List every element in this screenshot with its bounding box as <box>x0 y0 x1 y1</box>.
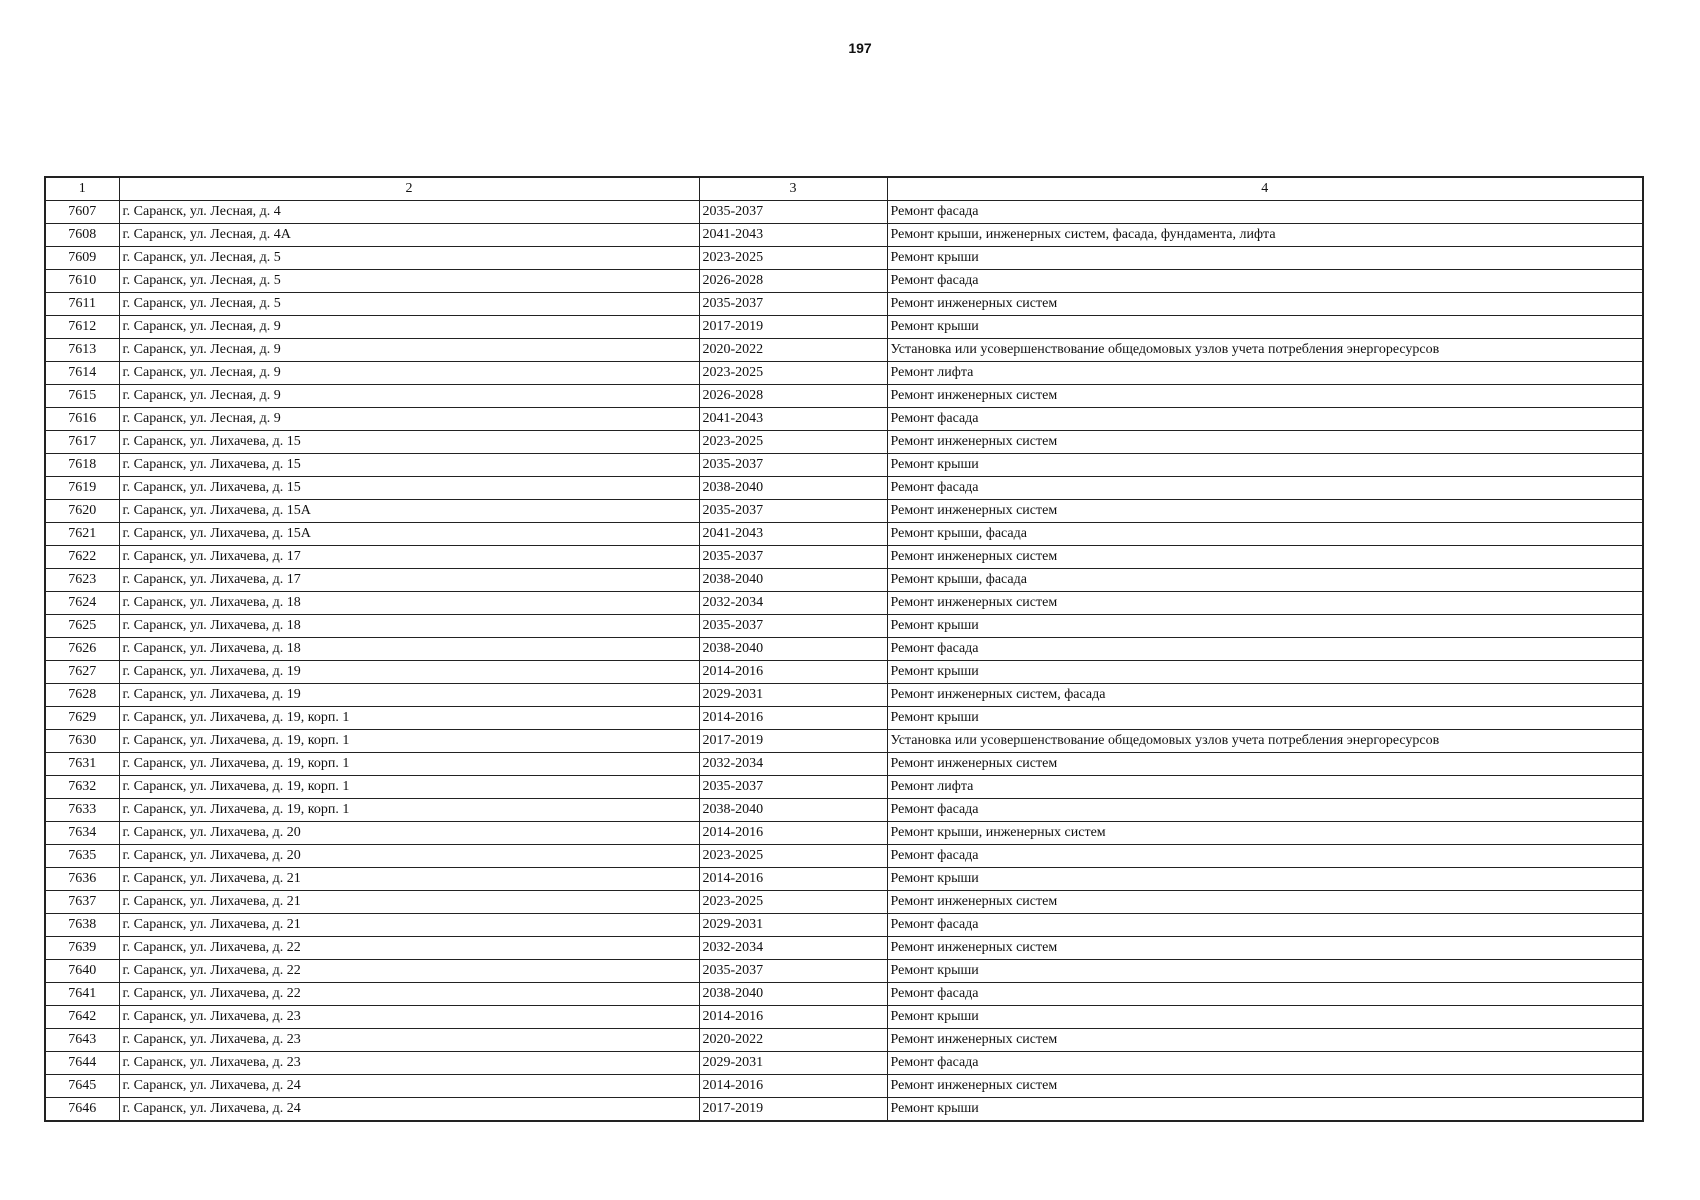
work-type-cell: Ремонт инженерных систем, фасада <box>887 684 1643 707</box>
period-cell: 2035-2037 <box>699 500 887 523</box>
table-row <box>45 822 1643 845</box>
work-type-cell: Ремонт крыши <box>887 1098 1643 1122</box>
row-number-cell: 7618 <box>45 454 119 477</box>
period-cell: 2035-2037 <box>699 454 887 477</box>
work-type-cell: Ремонт инженерных систем <box>887 546 1643 569</box>
work-type-cell: Ремонт инженерных систем <box>887 753 1643 776</box>
period-cell: 2029-2031 <box>699 1052 887 1075</box>
work-type-cell: Ремонт фасада <box>887 845 1643 868</box>
work-type-cell: Ремонт фасада <box>887 638 1643 661</box>
period-cell: 2014-2016 <box>699 1006 887 1029</box>
row-number-cell: 7631 <box>45 753 119 776</box>
period-cell: 2020-2022 <box>699 339 887 362</box>
address-cell: г. Саранск, ул. Лихачева, д. 17 <box>119 546 699 569</box>
table-row <box>45 707 1643 730</box>
period-cell: 2038-2040 <box>699 638 887 661</box>
period-cell: 2032-2034 <box>699 592 887 615</box>
period-cell: 2035-2037 <box>699 776 887 799</box>
period-cell: 2014-2016 <box>699 822 887 845</box>
period-cell: 2029-2031 <box>699 914 887 937</box>
work-type-cell: Ремонт фасада <box>887 408 1643 431</box>
table-row <box>45 1029 1643 1052</box>
column-header-3: 3 <box>699 177 887 201</box>
work-type-cell: Ремонт крыши <box>887 316 1643 339</box>
table-row <box>45 316 1643 339</box>
address-cell: г. Саранск, ул. Лихачева, д. 15 <box>119 454 699 477</box>
row-number-cell: 7640 <box>45 960 119 983</box>
period-cell: 2014-2016 <box>699 868 887 891</box>
row-number-cell: 7633 <box>45 799 119 822</box>
row-number-cell: 7626 <box>45 638 119 661</box>
table-row <box>45 270 1643 293</box>
address-cell: г. Саранск, ул. Лесная, д. 5 <box>119 270 699 293</box>
address-cell: г. Саранск, ул. Лесная, д. 9 <box>119 362 699 385</box>
address-cell: г. Саранск, ул. Лихачева, д. 23 <box>119 1006 699 1029</box>
row-number-cell: 7615 <box>45 385 119 408</box>
address-cell: г. Саранск, ул. Лихачева, д. 20 <box>119 845 699 868</box>
address-cell: г. Саранск, ул. Лесная, д. 9 <box>119 408 699 431</box>
address-cell: г. Саранск, ул. Лесная, д. 5 <box>119 293 699 316</box>
row-number-cell: 7644 <box>45 1052 119 1075</box>
work-type-cell: Ремонт фасада <box>887 914 1643 937</box>
address-cell: г. Саранск, ул. Лихачева, д. 19, корп. 1 <box>119 707 699 730</box>
period-cell: 2029-2031 <box>699 684 887 707</box>
period-cell: 2041-2043 <box>699 523 887 546</box>
row-number-cell: 7621 <box>45 523 119 546</box>
work-type-cell: Ремонт фасада <box>887 477 1643 500</box>
work-type-cell: Установка или усовершенствование общедомовых узлов учета потребления энергоресурсов <box>887 730 1643 753</box>
period-cell: 2026-2028 <box>699 385 887 408</box>
work-type-cell: Ремонт фасада <box>887 201 1643 224</box>
row-number-cell: 7623 <box>45 569 119 592</box>
table-row <box>45 730 1643 753</box>
table-row <box>45 523 1643 546</box>
row-number-cell: 7634 <box>45 822 119 845</box>
row-number-cell: 7619 <box>45 477 119 500</box>
table-row <box>45 868 1643 891</box>
table-row <box>45 431 1643 454</box>
work-type-cell: Ремонт фасада <box>887 799 1643 822</box>
period-cell: 2014-2016 <box>699 707 887 730</box>
work-type-cell: Ремонт крыши <box>887 454 1643 477</box>
row-number-cell: 7614 <box>45 362 119 385</box>
table-row <box>45 569 1643 592</box>
work-type-cell: Ремонт крыши, фасада <box>887 523 1643 546</box>
work-type-cell: Ремонт фасада <box>887 983 1643 1006</box>
work-type-cell: Ремонт инженерных систем <box>887 937 1643 960</box>
table-row <box>45 960 1643 983</box>
address-cell: г. Саранск, ул. Лихачева, д. 23 <box>119 1052 699 1075</box>
table-row <box>45 247 1643 270</box>
table-row <box>45 1075 1643 1098</box>
period-cell: 2032-2034 <box>699 753 887 776</box>
work-type-cell: Ремонт инженерных систем <box>887 1075 1643 1098</box>
table-row <box>45 615 1643 638</box>
period-cell: 2035-2037 <box>699 960 887 983</box>
address-cell: г. Саранск, ул. Лихачева, д. 21 <box>119 868 699 891</box>
address-cell: г. Саранск, ул. Лихачева, д. 23 <box>119 1029 699 1052</box>
table-row <box>45 661 1643 684</box>
table-row <box>45 408 1643 431</box>
row-number-cell: 7607 <box>45 201 119 224</box>
row-number-cell: 7643 <box>45 1029 119 1052</box>
address-cell: г. Саранск, ул. Лесная, д. 9 <box>119 339 699 362</box>
column-header-2: 2 <box>119 177 699 201</box>
address-cell: г. Саранск, ул. Лихачева, д. 22 <box>119 960 699 983</box>
period-cell: 2032-2034 <box>699 937 887 960</box>
period-cell: 2038-2040 <box>699 799 887 822</box>
row-number-cell: 7630 <box>45 730 119 753</box>
period-cell: 2014-2016 <box>699 1075 887 1098</box>
table-row <box>45 1098 1643 1122</box>
work-type-cell: Ремонт лифта <box>887 776 1643 799</box>
row-number-cell: 7635 <box>45 845 119 868</box>
work-type-cell: Ремонт инженерных систем <box>887 592 1643 615</box>
work-type-cell: Ремонт инженерных систем <box>887 431 1643 454</box>
address-cell: г. Саранск, ул. Лихачева, д. 19, корп. 1 <box>119 776 699 799</box>
address-cell: г. Саранск, ул. Лихачева, д. 15А <box>119 500 699 523</box>
row-number-cell: 7610 <box>45 270 119 293</box>
row-number-cell: 7627 <box>45 661 119 684</box>
period-cell: 2035-2037 <box>699 201 887 224</box>
address-cell: г. Саранск, ул. Лихачева, д. 24 <box>119 1075 699 1098</box>
work-type-cell: Ремонт лифта <box>887 362 1643 385</box>
row-number-cell: 7638 <box>45 914 119 937</box>
table-body <box>45 201 1643 1122</box>
address-cell: г. Саранск, ул. Лесная, д. 5 <box>119 247 699 270</box>
row-number-cell: 7624 <box>45 592 119 615</box>
row-number-cell: 7611 <box>45 293 119 316</box>
period-cell: 2017-2019 <box>699 316 887 339</box>
column-header-4: 4 <box>887 177 1643 201</box>
work-type-cell: Ремонт крыши <box>887 960 1643 983</box>
table-row <box>45 799 1643 822</box>
row-number-cell: 7641 <box>45 983 119 1006</box>
period-cell: 2023-2025 <box>699 845 887 868</box>
address-cell: г. Саранск, ул. Лихачева, д. 19 <box>119 661 699 684</box>
row-number-cell: 7639 <box>45 937 119 960</box>
address-cell: г. Саранск, ул. Лихачева, д. 19 <box>119 684 699 707</box>
address-cell: г. Саранск, ул. Лихачева, д. 22 <box>119 983 699 1006</box>
address-cell: г. Саранск, ул. Лихачева, д. 21 <box>119 891 699 914</box>
row-number-cell: 7632 <box>45 776 119 799</box>
address-cell: г. Саранск, ул. Лихачева, д. 19, корп. 1 <box>119 730 699 753</box>
address-cell: г. Саранск, ул. Лихачева, д. 18 <box>119 638 699 661</box>
period-cell: 2038-2040 <box>699 477 887 500</box>
row-number-cell: 7613 <box>45 339 119 362</box>
work-type-cell: Ремонт крыши <box>887 661 1643 684</box>
period-cell: 2014-2016 <box>699 661 887 684</box>
address-cell: г. Саранск, ул. Лесная, д. 9 <box>119 385 699 408</box>
table-row <box>45 753 1643 776</box>
period-cell: 2023-2025 <box>699 891 887 914</box>
period-cell: 2041-2043 <box>699 408 887 431</box>
table-row <box>45 477 1643 500</box>
table-row <box>45 201 1643 224</box>
table-row <box>45 891 1643 914</box>
row-number-cell: 7616 <box>45 408 119 431</box>
row-number-cell: 7636 <box>45 868 119 891</box>
table-row <box>45 776 1643 799</box>
address-cell: г. Саранск, ул. Лесная, д. 4А <box>119 224 699 247</box>
work-type-cell: Ремонт крыши <box>887 707 1643 730</box>
address-cell: г. Саранск, ул. Лихачева, д. 19, корп. 1 <box>119 753 699 776</box>
period-cell: 2017-2019 <box>699 1098 887 1122</box>
period-cell: 2035-2037 <box>699 293 887 316</box>
work-type-cell: Ремонт крыши <box>887 868 1643 891</box>
address-cell: г. Саранск, ул. Лихачева, д. 21 <box>119 914 699 937</box>
work-type-cell: Ремонт крыши, фасада <box>887 569 1643 592</box>
row-number-cell: 7622 <box>45 546 119 569</box>
table-row <box>45 339 1643 362</box>
row-number-cell: 7637 <box>45 891 119 914</box>
period-cell: 2035-2037 <box>699 546 887 569</box>
page-number: 197 <box>848 40 872 56</box>
row-number-cell: 7646 <box>45 1098 119 1122</box>
address-cell: г. Саранск, ул. Лихачева, д. 20 <box>119 822 699 845</box>
row-number-cell: 7612 <box>45 316 119 339</box>
work-type-cell: Ремонт крыши, инженерных систем, фасада, фундамента, лифта <box>887 224 1643 247</box>
work-type-cell: Ремонт крыши <box>887 615 1643 638</box>
row-number-cell: 7617 <box>45 431 119 454</box>
address-cell: г. Саранск, ул. Лихачева, д. 22 <box>119 937 699 960</box>
table-row <box>45 546 1643 569</box>
period-cell: 2026-2028 <box>699 270 887 293</box>
table-row <box>45 592 1643 615</box>
table-row <box>45 638 1643 661</box>
period-cell: 2023-2025 <box>699 431 887 454</box>
work-type-cell: Ремонт инженерных систем <box>887 1029 1643 1052</box>
address-cell: г. Саранск, ул. Лихачева, д. 18 <box>119 592 699 615</box>
address-cell: г. Саранск, ул. Лихачева, д. 24 <box>119 1098 699 1122</box>
period-cell: 2020-2022 <box>699 1029 887 1052</box>
column-header-1: 1 <box>45 177 119 201</box>
work-type-cell: Ремонт крыши, инженерных систем <box>887 822 1643 845</box>
table-row <box>45 845 1643 868</box>
address-cell: г. Саранск, ул. Лихачева, д. 15 <box>119 431 699 454</box>
table-header-row <box>45 177 1643 201</box>
address-cell: г. Саранск, ул. Лихачева, д. 18 <box>119 615 699 638</box>
work-type-cell: Ремонт инженерных систем <box>887 500 1643 523</box>
address-cell: г. Саранск, ул. Лихачева, д. 15 <box>119 477 699 500</box>
period-cell: 2017-2019 <box>699 730 887 753</box>
table-row <box>45 1006 1643 1029</box>
address-cell: г. Саранск, ул. Лесная, д. 4 <box>119 201 699 224</box>
table-row <box>45 385 1643 408</box>
period-cell: 2035-2037 <box>699 615 887 638</box>
repair-schedule-table <box>44 176 1644 1122</box>
table-row <box>45 684 1643 707</box>
row-number-cell: 7608 <box>45 224 119 247</box>
period-cell: 2041-2043 <box>699 224 887 247</box>
address-cell: г. Саранск, ул. Лихачева, д. 19, корп. 1 <box>119 799 699 822</box>
row-number-cell: 7642 <box>45 1006 119 1029</box>
table-row <box>45 293 1643 316</box>
period-cell: 2038-2040 <box>699 983 887 1006</box>
work-type-cell: Ремонт инженерных систем <box>887 293 1643 316</box>
work-type-cell: Установка или усовершенствование общедомовых узлов учета потребления энергоресурсов <box>887 339 1643 362</box>
table-row <box>45 224 1643 247</box>
period-cell: 2023-2025 <box>699 362 887 385</box>
work-type-cell: Ремонт инженерных систем <box>887 385 1643 408</box>
work-type-cell: Ремонт инженерных систем <box>887 891 1643 914</box>
work-type-cell: Ремонт крыши <box>887 1006 1643 1029</box>
row-number-cell: 7628 <box>45 684 119 707</box>
period-cell: 2038-2040 <box>699 569 887 592</box>
work-type-cell: Ремонт фасада <box>887 1052 1643 1075</box>
table-row <box>45 1052 1643 1075</box>
period-cell: 2023-2025 <box>699 247 887 270</box>
address-cell: г. Саранск, ул. Лихачева, д. 15А <box>119 523 699 546</box>
table-row <box>45 937 1643 960</box>
address-cell: г. Саранск, ул. Лихачева, д. 17 <box>119 569 699 592</box>
work-type-cell: Ремонт фасада <box>887 270 1643 293</box>
row-number-cell: 7629 <box>45 707 119 730</box>
table-row <box>45 914 1643 937</box>
table-row <box>45 454 1643 477</box>
work-type-cell: Ремонт крыши <box>887 247 1643 270</box>
row-number-cell: 7645 <box>45 1075 119 1098</box>
row-number-cell: 7609 <box>45 247 119 270</box>
table-row <box>45 500 1643 523</box>
row-number-cell: 7620 <box>45 500 119 523</box>
row-number-cell: 7625 <box>45 615 119 638</box>
table-row <box>45 362 1643 385</box>
table-row <box>45 983 1643 1006</box>
address-cell: г. Саранск, ул. Лесная, д. 9 <box>119 316 699 339</box>
